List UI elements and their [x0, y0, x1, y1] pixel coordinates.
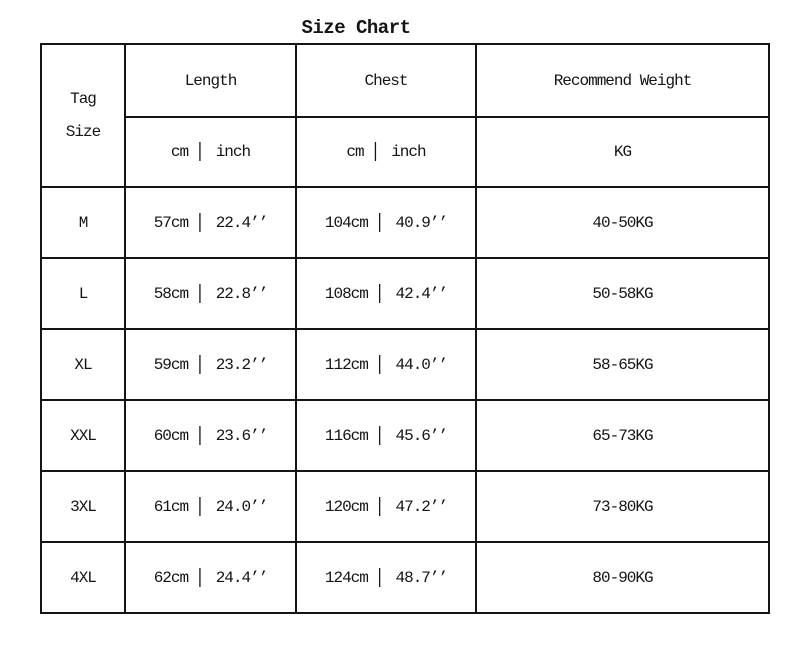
header-row-main — [41, 44, 769, 117]
chest-cell — [296, 471, 476, 542]
table-row-l — [41, 258, 769, 329]
table-row-3xl — [41, 471, 769, 542]
header-chest-units — [296, 117, 476, 187]
tag-cell: 3XL — [41, 471, 125, 542]
length-inch-value: 24.0’’ — [215, 497, 268, 516]
chest-cell — [296, 329, 476, 400]
header-row-units — [41, 117, 769, 187]
divider-bar: | — [195, 140, 204, 164]
length-inch-value: 24.4’’ — [215, 568, 268, 587]
length-cell — [125, 400, 296, 471]
chest-cm-value: 108cm — [324, 284, 368, 303]
divider-bar: | — [374, 282, 384, 305]
length-cm-value: 62cm — [153, 568, 189, 587]
divider-bar: | — [374, 566, 384, 589]
header-chest: Chest — [296, 44, 476, 117]
length-inch-label: inch — [215, 143, 251, 161]
length-cm-value: 57cm — [153, 213, 189, 232]
size-chart-table — [40, 43, 770, 614]
length-cell — [125, 471, 296, 542]
chest-cell — [296, 400, 476, 471]
chest-cm-label: cm — [346, 143, 364, 161]
divider-bar: | — [374, 353, 384, 376]
header-tag-size — [41, 44, 125, 187]
header-length: Length — [125, 44, 296, 117]
length-inch-value: 22.8’’ — [215, 284, 268, 303]
length-cell — [125, 542, 296, 613]
chest-cell — [296, 542, 476, 613]
page-title: Size Chart — [301, 17, 411, 39]
header-weight: Recommend Weight — [476, 44, 769, 117]
weight-cell: 58-65KG — [476, 329, 769, 400]
weight-cell: 73-80KG — [476, 471, 769, 542]
length-cell — [125, 187, 296, 258]
chest-cm-value: 120cm — [324, 497, 368, 516]
chest-inch-value: 40.9’’ — [395, 213, 448, 232]
tag-cell: 4XL — [41, 542, 125, 613]
header-weight-unit: KG — [476, 117, 769, 187]
chest-cm-value: 124cm — [324, 568, 368, 587]
table-row-xl — [41, 329, 769, 400]
table-row-4xl — [41, 542, 769, 613]
header-length-units — [125, 117, 296, 187]
header-tag-line1: Tag — [70, 89, 96, 108]
divider-bar: | — [195, 424, 204, 447]
chest-cm-value: 112cm — [324, 355, 368, 374]
length-inch-value: 23.6’’ — [215, 426, 268, 445]
chest-inch-value: 48.7’’ — [395, 568, 448, 587]
chest-inch-value: 45.6’’ — [395, 426, 448, 445]
divider-bar: | — [195, 566, 204, 589]
length-cm-value: 61cm — [153, 497, 189, 516]
weight-cell: 40-50KG — [476, 187, 769, 258]
chest-cm-value: 116cm — [324, 426, 368, 445]
chest-inch-label: inch — [391, 143, 426, 161]
tag-cell: XXL — [41, 400, 125, 471]
chest-cell — [296, 258, 476, 329]
divider-bar: | — [370, 140, 380, 164]
length-cell — [125, 258, 296, 329]
weight-cell: 80-90KG — [476, 542, 769, 613]
divider-bar: | — [374, 495, 384, 518]
chest-cm-value: 104cm — [324, 213, 368, 232]
length-cm-value: 58cm — [153, 284, 189, 303]
divider-bar: | — [195, 211, 204, 234]
chest-cell — [296, 187, 476, 258]
length-cm-value: 59cm — [153, 355, 189, 374]
length-inch-value: 23.2’’ — [215, 355, 268, 374]
weight-cell: 50-58KG — [476, 258, 769, 329]
length-inch-value: 22.4’’ — [215, 213, 268, 232]
chest-inch-value: 42.4’’ — [395, 284, 448, 303]
chest-inch-value: 44.0’’ — [395, 355, 448, 374]
tag-cell: M — [41, 187, 125, 258]
length-cell — [125, 329, 296, 400]
tag-cell: XL — [41, 329, 125, 400]
table-row-xxl — [41, 400, 769, 471]
divider-bar: | — [374, 211, 384, 234]
chest-inch-value: 47.2’’ — [395, 497, 448, 516]
table-row-m — [41, 187, 769, 258]
tag-cell: L — [41, 258, 125, 329]
divider-bar: | — [195, 353, 204, 376]
divider-bar: | — [195, 282, 204, 305]
weight-cell: 65-73KG — [476, 400, 769, 471]
header-tag-line2: Size — [65, 122, 101, 141]
divider-bar: | — [195, 495, 204, 518]
divider-bar: | — [374, 424, 384, 447]
length-cm-label: cm — [170, 143, 189, 161]
length-cm-value: 60cm — [153, 426, 189, 445]
